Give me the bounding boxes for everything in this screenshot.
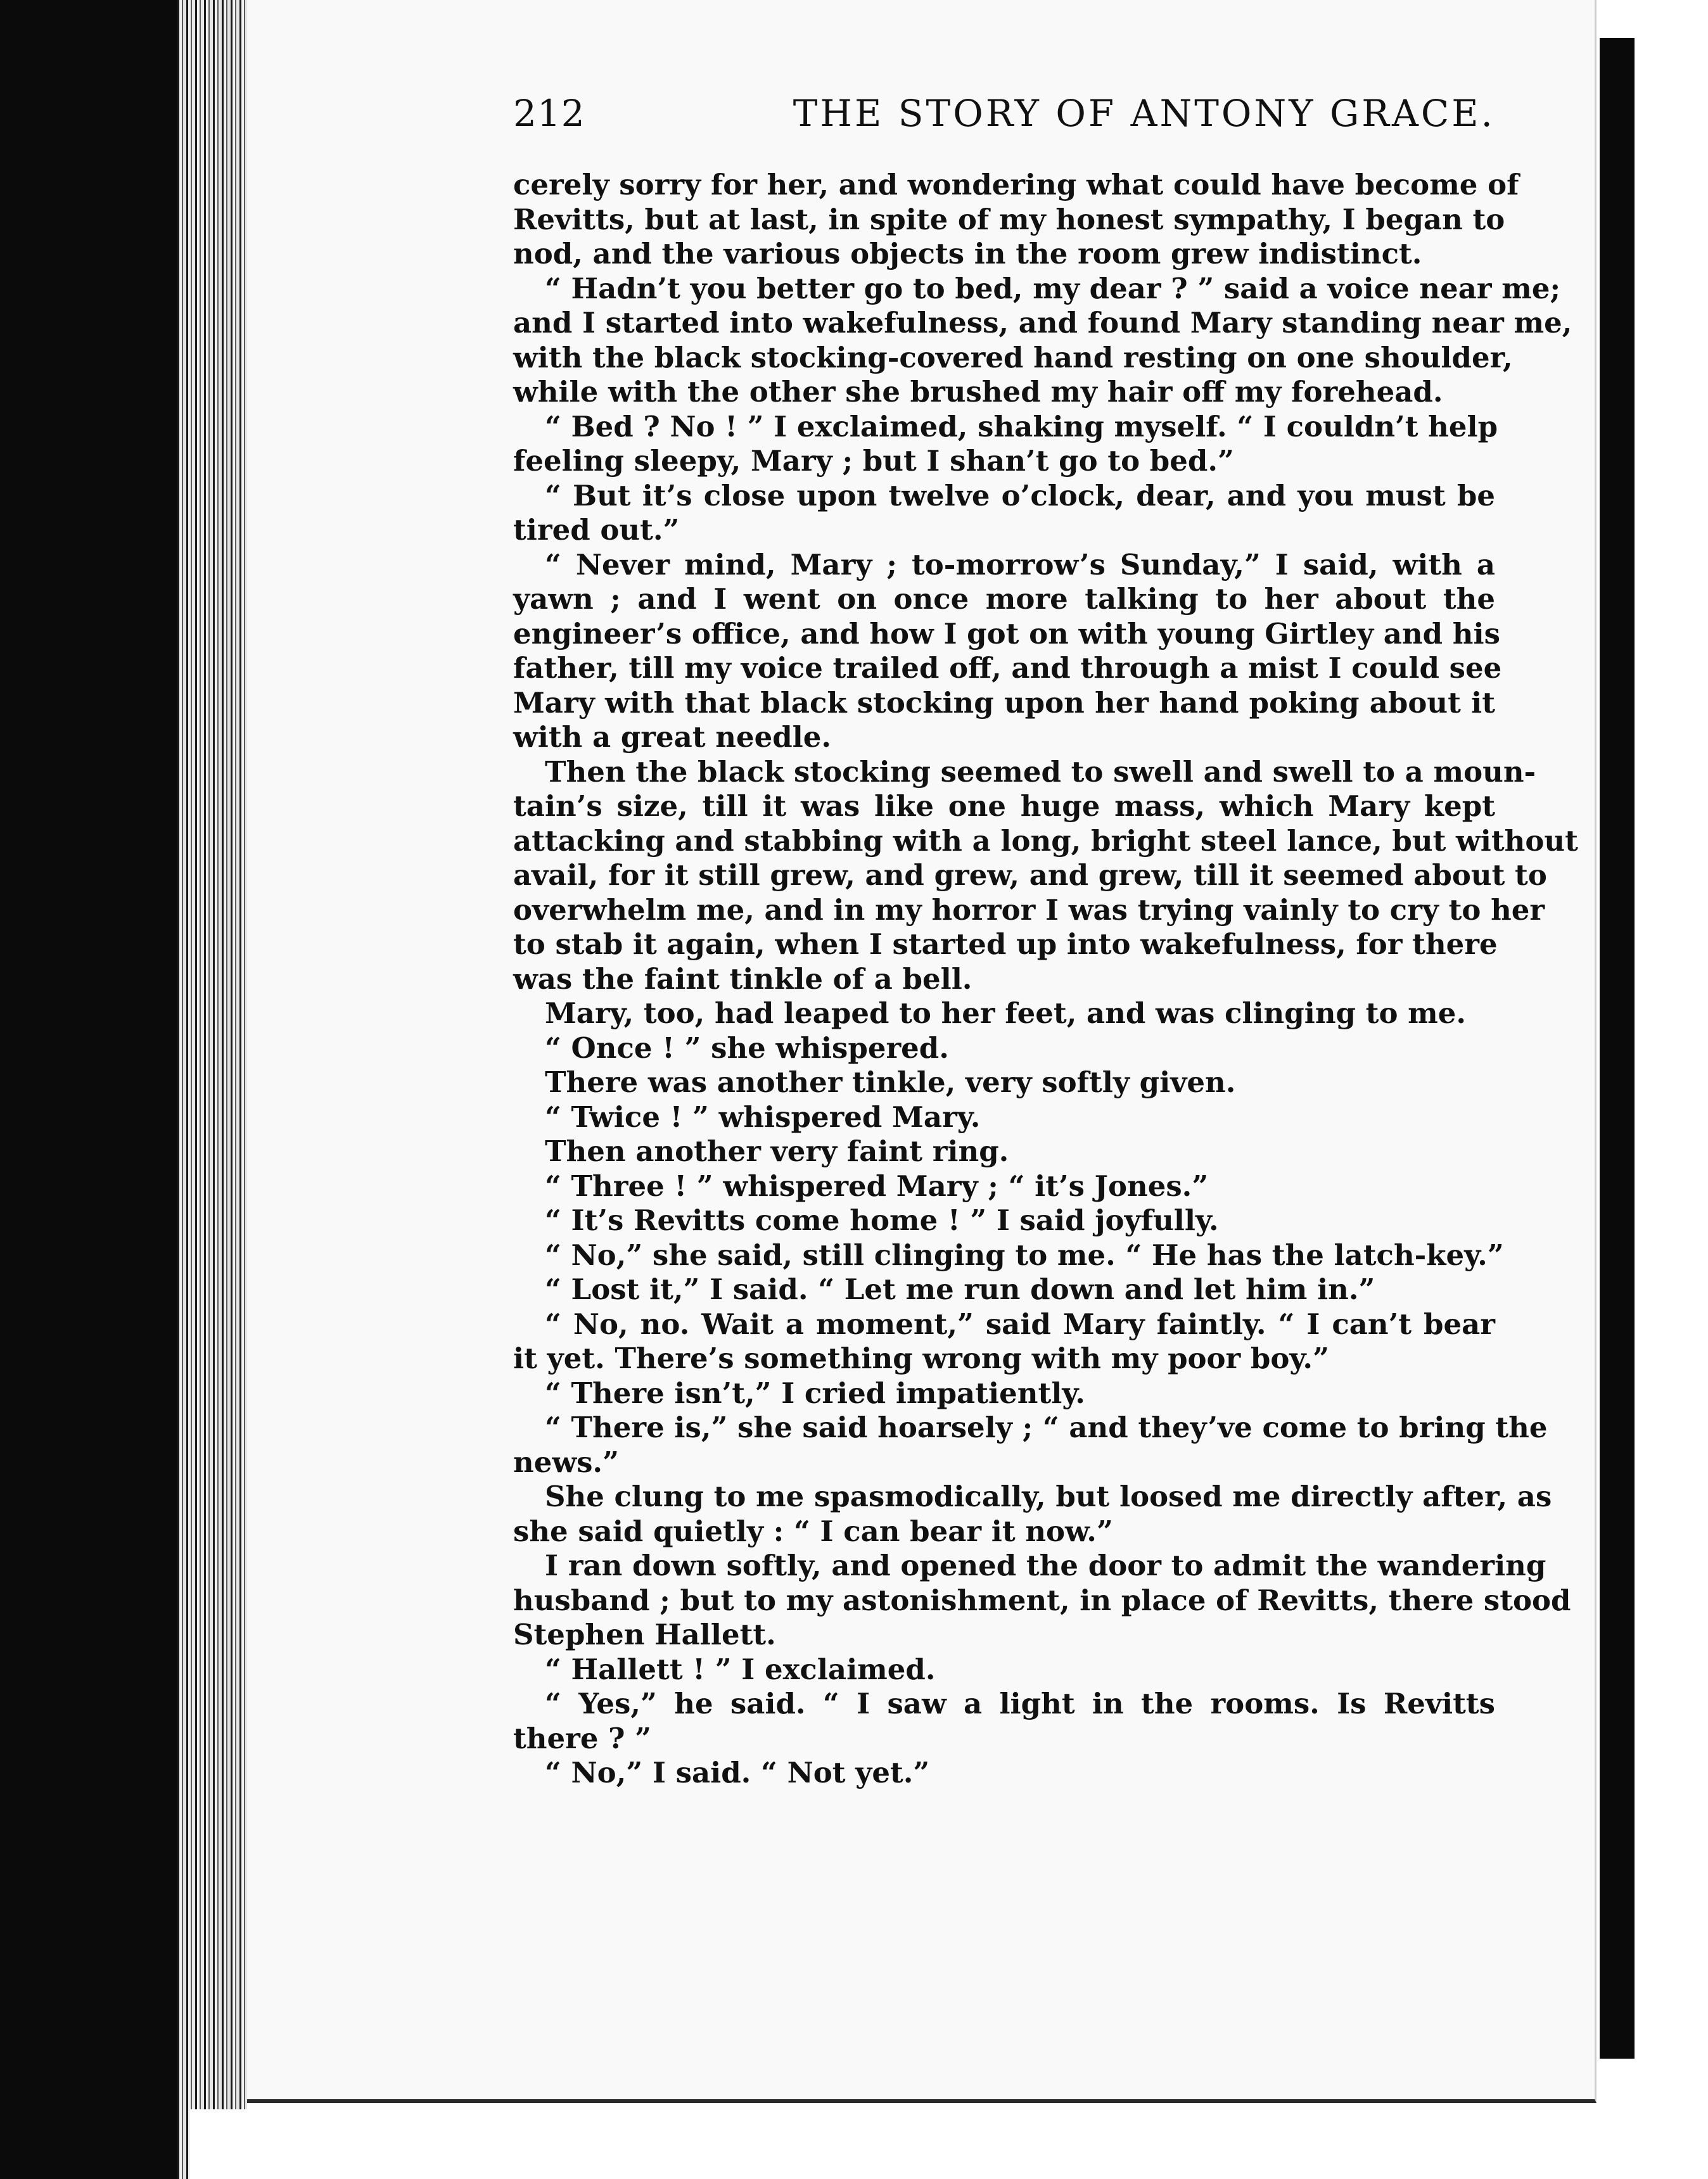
body-text bbox=[513, 168, 1578, 1791]
text-line: “ Hadn’t you better go to bed, my dear ? ” said a voice near me; bbox=[545, 271, 1561, 305]
text-line: cerely sorry for her, and wondering what could have become of bbox=[513, 168, 1519, 201]
text-line: with a great needle. bbox=[513, 720, 832, 754]
text-line: “ Yes,” he said. “ I saw a light in the rooms. Is Revitts bbox=[545, 1687, 1495, 1720]
text-line: “ Lost it,” I said. “ Let me run down and let him in.” bbox=[545, 1273, 1375, 1306]
text-line: tired out.” bbox=[513, 513, 680, 547]
text-line: She clung to me spasmodically, but loosed me directly after, as bbox=[545, 1480, 1552, 1513]
text-line: “ Bed ? No ! ” I exclaimed, shaking myself. “ I couldn’t help bbox=[545, 409, 1498, 443]
scan-background-bottom bbox=[190, 2109, 1708, 2179]
header-title: THE STORY OF ANTONY GRACE. bbox=[793, 92, 1495, 135]
text-line: There was another tinkle, very softly given. bbox=[545, 1065, 1236, 1099]
text-line: to stab it again, when I started up into wakefulness, for there bbox=[513, 927, 1498, 961]
text-line: there ? ” bbox=[513, 1721, 652, 1755]
text-line: feeling sleepy, Mary ; but I shan’t go to bed.” bbox=[513, 444, 1234, 478]
text-line: was the faint tinkle of a bell. bbox=[513, 962, 972, 996]
text-line: news.” bbox=[513, 1445, 619, 1479]
text-line: “ There is,” she said hoarsely ; “ and they’ve come to bring the bbox=[545, 1411, 1548, 1444]
text-line: “ No, no. Wait a moment,” said Mary faintly. “ I can’t bear bbox=[545, 1307, 1495, 1341]
text-line: “ Twice ! ” whispered Mary. bbox=[545, 1100, 981, 1134]
text-line: Then another very faint ring. bbox=[545, 1134, 1009, 1168]
text-line: attacking and stabbing with a long, bright steel lance, but without bbox=[513, 823, 1578, 858]
page-number: 212 bbox=[513, 92, 585, 135]
text-line: engineer’s office, and how I got on with young Girtley and his bbox=[513, 616, 1500, 651]
text-line: overwhelm me, and in my horror I was trying vainly to cry to her bbox=[513, 893, 1545, 927]
text-line: “ No,” I said. “ Not yet.” bbox=[545, 1756, 930, 1789]
text-line: with the black stocking-covered hand resting on one shoulder, bbox=[513, 340, 1513, 374]
text-line: “ Never mind, Mary ; to-morrow’s Sunday,” I said, with a bbox=[545, 547, 1495, 581]
text-line: and I started into wakefulness, and found Mary standing near me, bbox=[513, 306, 1572, 340]
text-line: tain’s size, till it was like one huge mass, which Mary kept bbox=[513, 789, 1495, 823]
text-line: “ No,” she said, still clinging to me. “ He has the latch-key.” bbox=[545, 1238, 1504, 1272]
running-head bbox=[513, 92, 1495, 149]
text-line: “ Hallett ! ” I exclaimed. bbox=[545, 1652, 936, 1686]
text-line: Mary with that black stocking upon her hand poking about it bbox=[513, 685, 1495, 720]
text-line: she said quietly : “ I can bear it now.” bbox=[513, 1514, 1113, 1548]
text-line: nod, and the various objects in the room grew indistinct. bbox=[513, 237, 1422, 270]
text-line: Revitts, but at last, in spite of my honest sympathy, I began to bbox=[513, 202, 1505, 236]
text-line: “ Once ! ” she whispered. bbox=[545, 1031, 949, 1065]
text-line: Mary, too, had leaped to her feet, and was clinging to me. bbox=[545, 996, 1467, 1030]
scan-dark-bar-right bbox=[1600, 38, 1635, 2059]
text-line: I ran down softly, and opened the door to admit the wandering bbox=[545, 1549, 1546, 1582]
text-line: father, till my voice trailed off, and through a mist I could see bbox=[513, 651, 1502, 685]
text-line: while with the other she brushed my hair off my forehead. bbox=[513, 375, 1443, 409]
text-line: it yet. There’s something wrong with my poor boy.” bbox=[513, 1342, 1329, 1375]
text-line: “ It’s Revitts come home ! ” I said joyfully. bbox=[545, 1204, 1219, 1237]
text-line: avail, for it still grew, and grew, and grew, till it seemed about to bbox=[513, 858, 1547, 892]
text-line: Then the black stocking seemed to swell and swell to a moun- bbox=[545, 754, 1536, 789]
scan-background-left bbox=[0, 0, 190, 2179]
text-line: Stephen Hallett. bbox=[513, 1618, 776, 1651]
text-line: “ There isn’t,” I cried impatiently. bbox=[545, 1376, 1085, 1410]
book-page-edges bbox=[177, 0, 247, 2179]
text-line: “ Three ! ” whispered Mary ; “ it’s Jones.” bbox=[545, 1169, 1209, 1203]
text-line: husband ; but to my astonishment, in place of Revitts, there stood bbox=[513, 1583, 1571, 1617]
text-line: “ But it’s close upon twelve o’clock, dear, and you must be bbox=[545, 478, 1495, 512]
text-line: yawn ; and I went on once more talking to her about the bbox=[513, 582, 1495, 616]
